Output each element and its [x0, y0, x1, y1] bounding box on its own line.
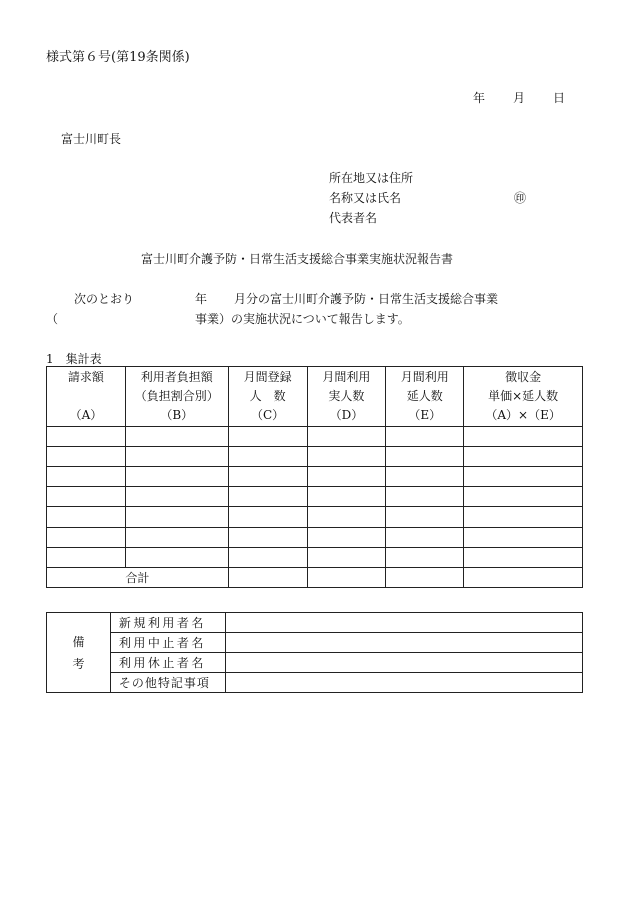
remarks-value-new-users[interactable] — [225, 613, 582, 633]
remarks-label-new-users: 新規利用者名 — [110, 613, 225, 633]
document-title: 富士川町介護予防・日常生活支援総合事業実施状況報告書 — [141, 252, 454, 266]
remarks-value-discontinued-users[interactable] — [225, 633, 582, 653]
date-year: 年 — [473, 91, 486, 105]
remarks-label-other-notes: その他特記事項 — [110, 673, 225, 693]
remarks-label-suspended-users: 利用休止者名 — [110, 653, 225, 673]
recipient: 富士川町長 — [61, 132, 122, 146]
address-label: 所在地又は住所 — [329, 171, 414, 185]
table-row — [47, 447, 583, 467]
total-row — [47, 568, 583, 588]
body-line1-year: 年 — [195, 292, 208, 306]
remarks-row — [47, 633, 583, 653]
name-label: 名称又は氏名 — [329, 191, 402, 205]
table-row — [47, 467, 583, 487]
date-day: 日 — [553, 91, 566, 105]
body-line1-rest: 月分の富士川町介護予防・日常生活支援総合事業 — [234, 292, 499, 306]
representative-label: 代表者名 — [329, 211, 378, 225]
remarks-value-suspended-users[interactable] — [225, 653, 582, 673]
remarks-label-discontinued-users: 利用中止者名 — [110, 633, 225, 653]
section1-title: 1 集計表 — [46, 352, 102, 366]
header-collection-amount: 徴収金 単価×延人数 （A）×（E） — [464, 367, 583, 427]
remarks-value-other-notes[interactable] — [225, 673, 582, 693]
body-line2-rest: 事業）の実施状況について報告します。 — [195, 312, 410, 326]
table-row — [47, 548, 583, 568]
header-monthly-total-users: 月間利用 延人数 （E） — [386, 367, 464, 427]
table-row — [47, 427, 583, 447]
date-month: 月 — [513, 91, 526, 105]
form-number: 様式第６号(第19条関係) — [46, 50, 190, 65]
header-monthly-actual-users: 月間利用 実人数 （D） — [307, 367, 386, 427]
summary-table — [46, 366, 583, 588]
table-row — [47, 507, 583, 528]
body-line1-lead: 次のとおり — [74, 292, 135, 306]
remarks-row — [47, 613, 583, 633]
table-row — [47, 528, 583, 548]
total-label: 合計 — [47, 568, 229, 588]
summary-header-row — [47, 367, 583, 427]
remarks-row — [47, 673, 583, 693]
table-row — [47, 487, 583, 507]
header-monthly-registered: 月間登録 人 数 （C） — [228, 367, 307, 427]
header-user-burden: 利用者負担額 （負担割合別） （B） — [125, 367, 228, 427]
seal-mark: ㊞ — [514, 191, 527, 205]
header-billing-amount: 請求額 （A） — [47, 367, 126, 427]
remarks-side-label: 備 考 — [47, 613, 111, 693]
body-line2-paren: （ — [46, 312, 59, 326]
remarks-row — [47, 653, 583, 673]
remarks-table — [46, 612, 583, 693]
